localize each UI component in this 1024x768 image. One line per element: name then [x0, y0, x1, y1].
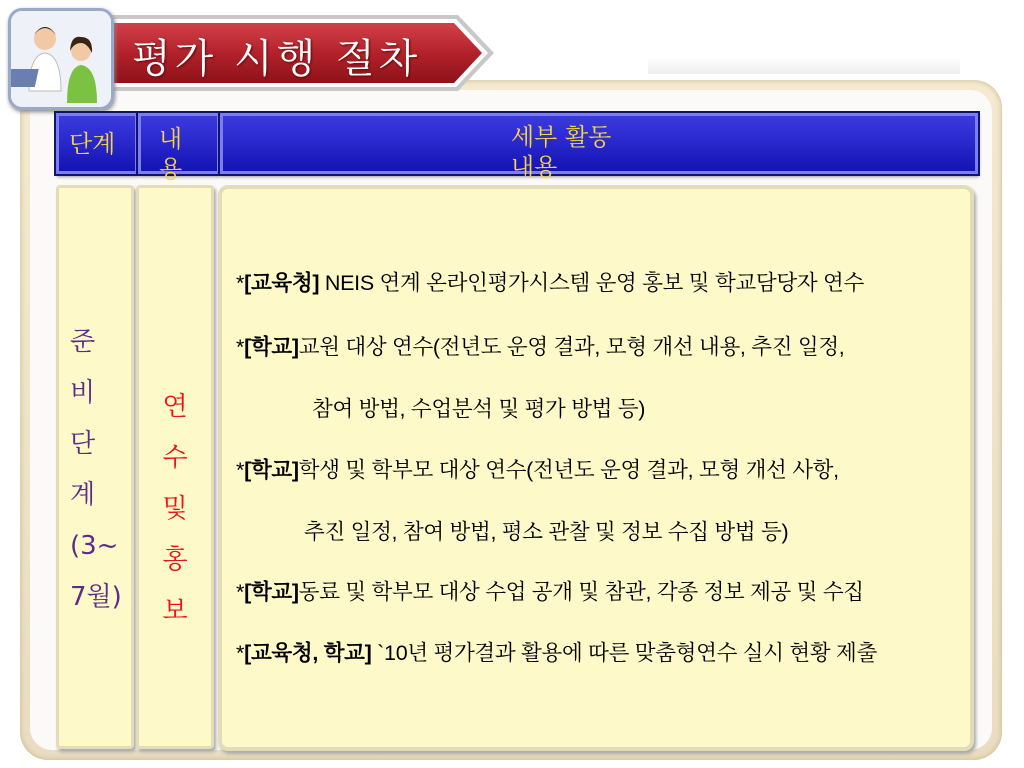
header-content-label: 내용 — [159, 125, 183, 183]
content-cell: 연 수 및 홍 보 — [162, 392, 188, 626]
header-content — [138, 113, 220, 183]
header-detail — [220, 113, 978, 181]
decorative-bar — [648, 56, 960, 74]
detail-line: 추진 일정, 참여 방법, 평소 관찰 및 정보 수집 방법 등) — [304, 520, 789, 544]
page-title: 평가 시행 절차 — [132, 36, 422, 82]
header-detail-label: 세부 활동 내용 — [511, 123, 612, 181]
header-stage-label: 단계 — [69, 130, 116, 158]
detail-line: *[교육청, 학교] `10년 평가결과 활용에 따른 맞춤형연수 실시 현황 제출 — [236, 641, 877, 665]
detail-line: 참여 방법, 수업분석 및 평가 방법 등) — [312, 397, 646, 421]
header-stage — [56, 113, 138, 174]
detail-line: *[학교]동료 및 학부모 대상 수업 공개 및 참관, 각종 정보 제공 및 수집 — [236, 580, 864, 604]
title-banner — [98, 13, 498, 93]
detail-line: *[교육청] NEIS 연계 온라인평가시스템 운영 홍보 및 학교담당자 연수 — [236, 271, 864, 295]
detail-line: *[학교]학생 및 학부모 대상 연수(전년도 운영 결과, 모형 개선 사항, — [236, 458, 839, 482]
detail-line: *[학교]교원 대상 연수(전년도 운영 결과, 모형 개선 내용, 추진 일정, — [236, 335, 845, 359]
people-icon — [8, 8, 114, 110]
stage-cell: 준 비 단 계 (3~ 7월) — [70, 327, 122, 612]
